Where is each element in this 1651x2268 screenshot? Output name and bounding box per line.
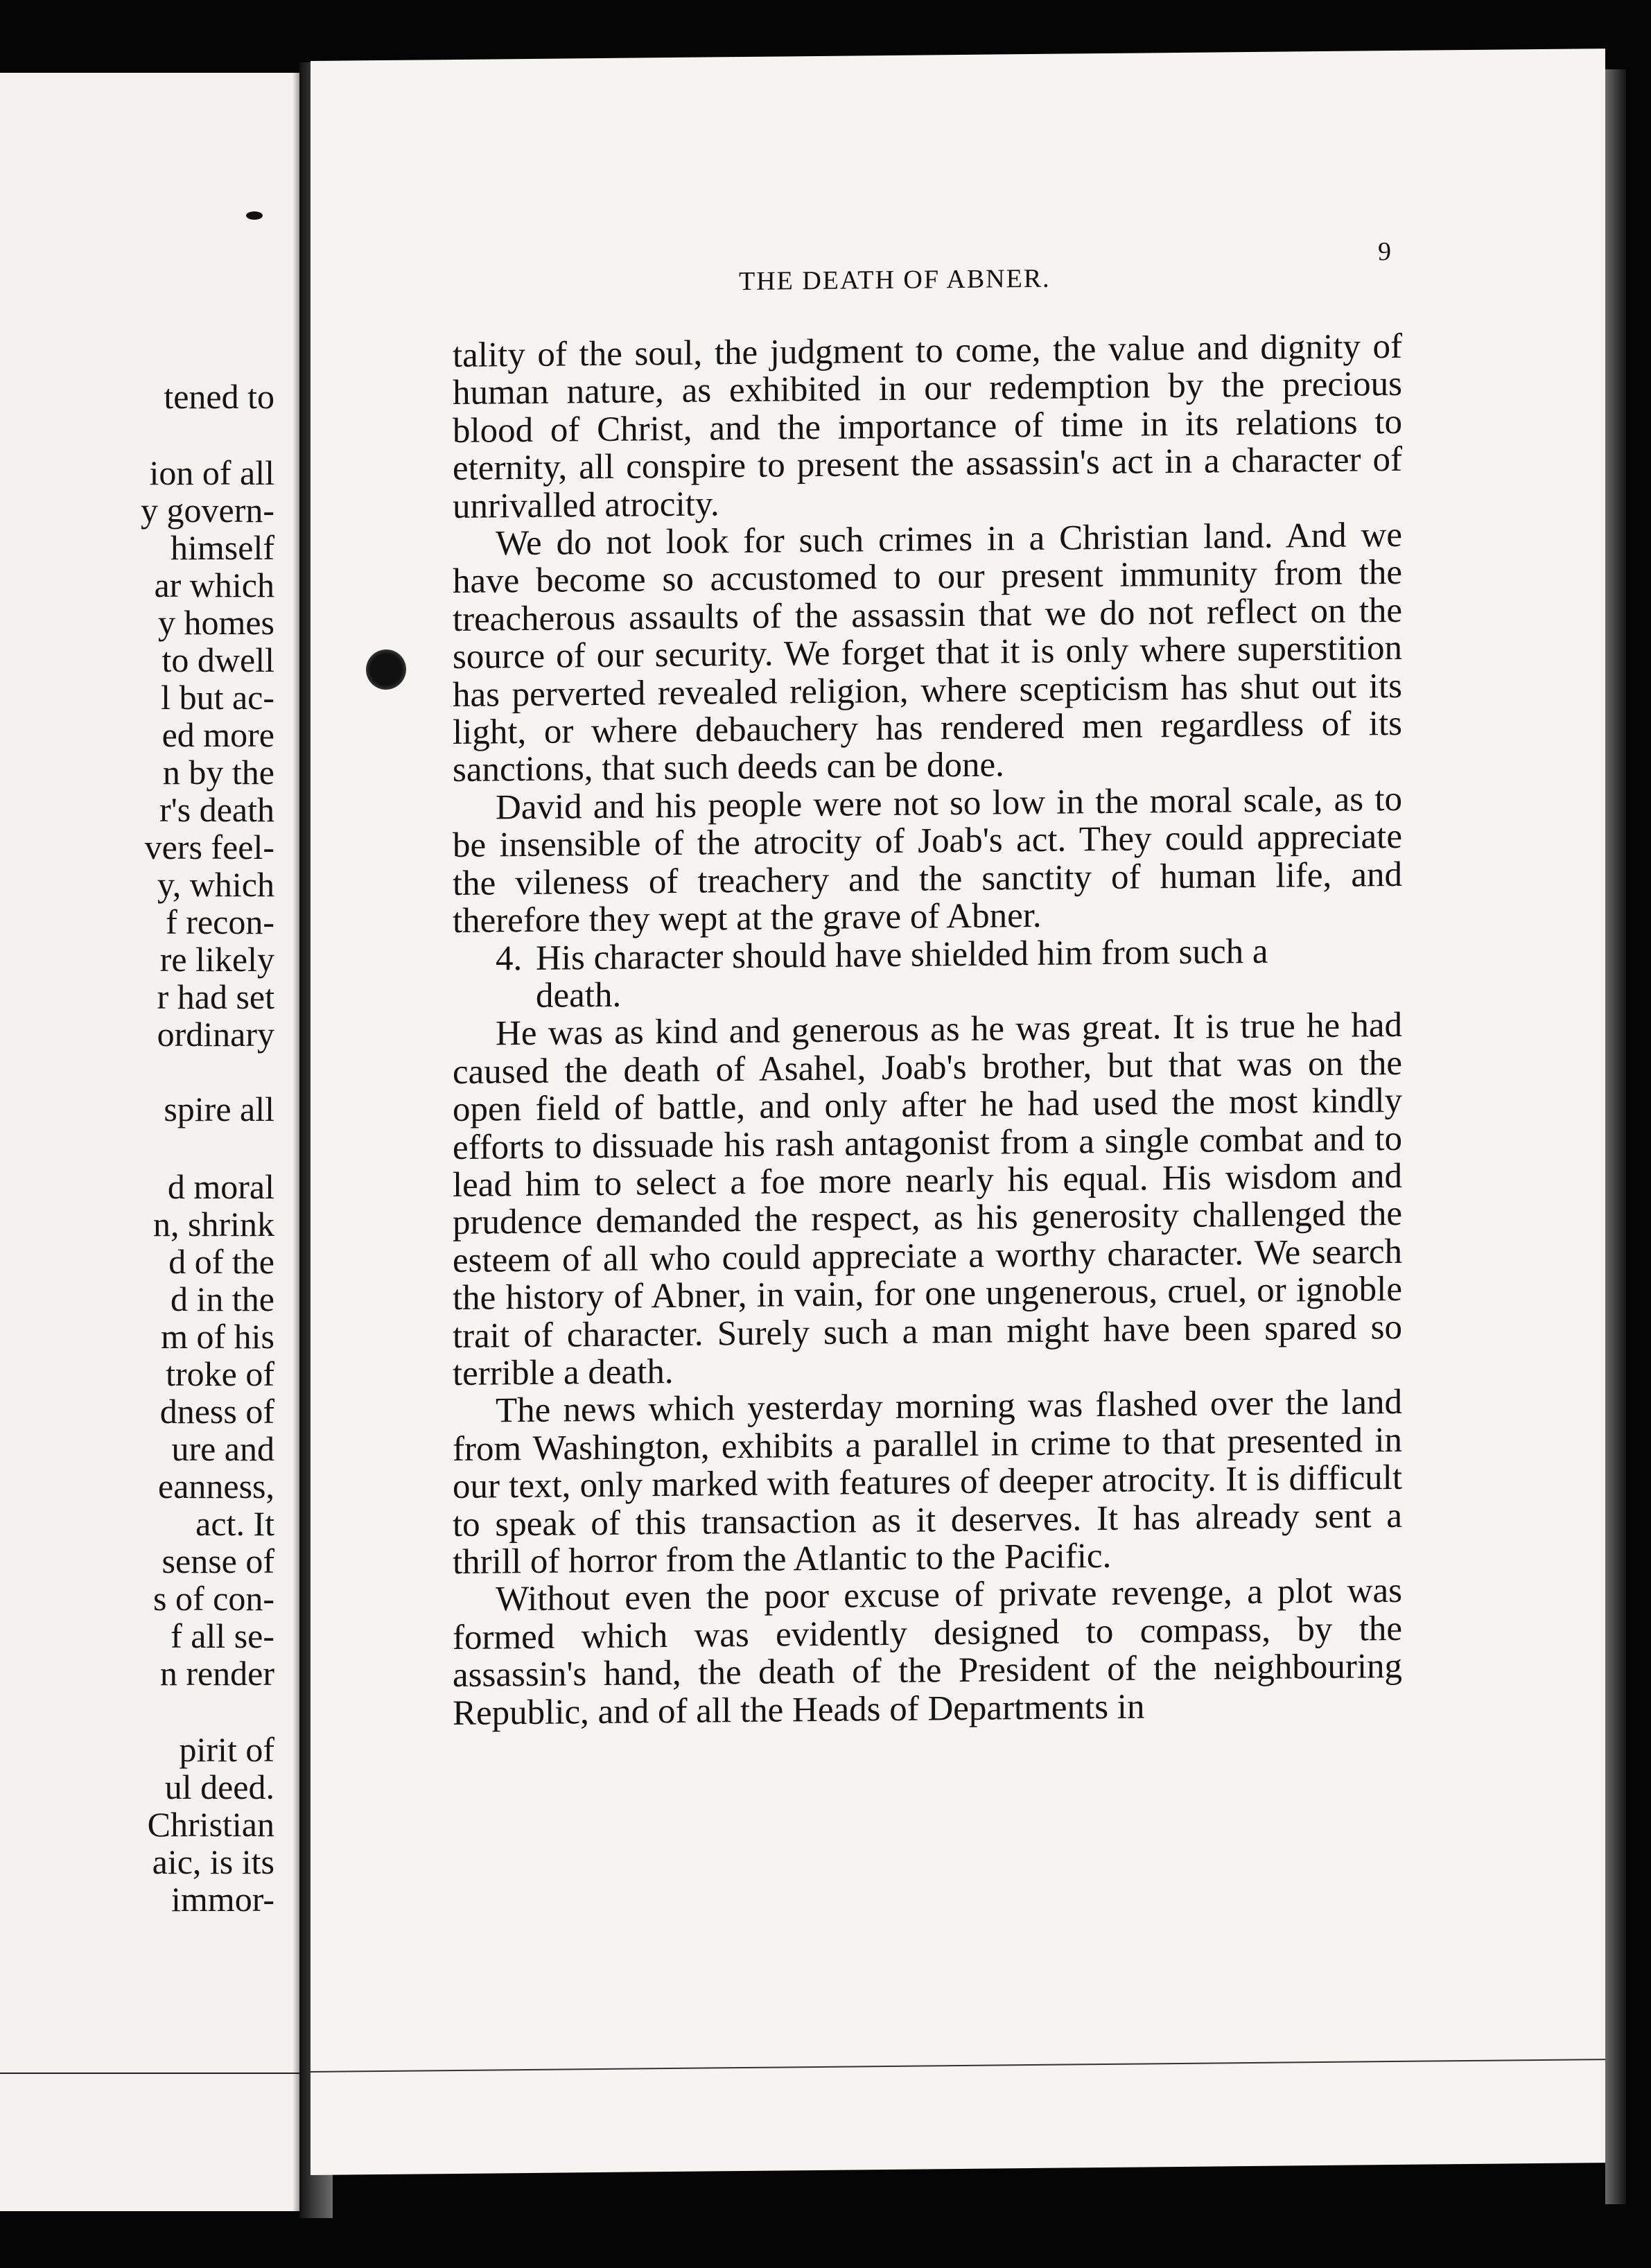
left-line: n by the — [162, 753, 274, 792]
left-line: ul deed. — [164, 1768, 274, 1806]
left-line: s of con- — [153, 1579, 274, 1618]
paragraph: We do not look for such crimes in a Christian land. And we have become so accustomed to our present immunity from the treacherous assaults of the assassin that we do not reflect on the source of our security. We forget that it is only where superstition has perverted revealed religion, where scepticism has shut out its light, or where debauchery has rendered men regardless of its sanctions, that such deeds can be done. — [453, 515, 1402, 790]
left-line: himself — [171, 528, 274, 567]
left-facing-page — [0, 73, 299, 2211]
running-head: THE DEATH OF ABNER. — [739, 263, 1051, 297]
right-page-rule — [311, 2059, 1605, 2073]
left-line: dness of — [159, 1392, 274, 1431]
paragraph: Without even the poor excuse of private revenge, a plot was formed which was evidently designed to compass, by the assassin's hand, the death of the President of the neighbouring Republic, and of all the Heads of Departments in — [453, 1571, 1402, 1733]
paragraph: tality of the soul, the judgment to come, the value and dignity of human nature, as exhibited in our redemption by the precious blood of Christ, and the importance of time in its relations to eternity, all conspire to present the assassin's act in a character of unrivalled atrocity. — [453, 326, 1402, 526]
left-line: f all se- — [171, 1616, 274, 1655]
left-line: r had set — [157, 977, 274, 1016]
left-line: y, which — [157, 865, 274, 904]
left-line: ion of all — [149, 453, 274, 492]
paragraph: David and his people were not so low in the moral scale, as to be insensible of the atrocity of Joab's act. They could appreciate the vileness of treachery and the sanctity of human life, and therefore they wept at the grave of Abner. — [453, 779, 1402, 941]
left-line: n render — [159, 1654, 274, 1693]
left-line: y govern- — [141, 491, 274, 530]
paragraph: He was as kind and generous as he was great. It is true he had caused the death of Asahel, Joab's brother, but that was on the open field of battle, and only after he had used the most kindly efforts to dissuade his rash antagonist from a single combat and to lead him to select a foe more nearly his equal. His wisdom and prudence demanded the respect, as his generosity challenged the esteem of all who could appreciate a worthy character. We search the history of Abner, in vain, for one ungenerous, cruel, or ignoble trait of character. Surely such a man might have been spared so terrible a death. — [453, 1006, 1402, 1394]
left-line: ordinary — [157, 1015, 274, 1054]
left-line: act. It — [195, 1504, 274, 1543]
section-heading — [453, 931, 1402, 1015]
left-line: re likely — [159, 940, 274, 979]
left-line: ed more — [161, 715, 274, 754]
left-line: ar which — [154, 566, 274, 604]
section-heading-line1: His character should have shielded him from such a — [536, 932, 1268, 978]
left-line: sense of — [161, 1542, 274, 1580]
left-line: d moral — [167, 1167, 274, 1206]
body-text — [453, 328, 1402, 1732]
left-line: eanness, — [158, 1467, 274, 1506]
left-line: y homes — [157, 603, 274, 642]
paragraph: The news which yesterday morning was flashed over the land from Washington, exhibits a parallel in crime to that presented in our text, only marked with features of deeper atrocity. It is difficult to speak of this transaction as it deserves. It has already sent a thrill of horror from the Atlantic to the Pacific. — [453, 1383, 1402, 1582]
book-edge — [1605, 69, 1626, 2204]
left-line: ure and — [171, 1429, 274, 1468]
gutter-shadow — [292, 73, 299, 2211]
left-line: d of the — [168, 1242, 274, 1281]
ink-blot — [366, 649, 406, 690]
left-line: tened to — [164, 377, 274, 416]
left-line: troke of — [166, 1354, 274, 1393]
left-line: pirit of — [179, 1730, 274, 1769]
section-heading-line2: death. — [536, 975, 622, 1015]
ink-smudge — [246, 211, 263, 220]
page-number: 9 — [1378, 237, 1391, 267]
left-line: n, shrink — [153, 1205, 274, 1244]
left-line: vers feel- — [144, 828, 274, 866]
section-number: 4. — [496, 939, 523, 978]
left-line: d in the — [171, 1280, 274, 1318]
left-line: r's death — [159, 790, 274, 829]
left-line: aic, is its — [152, 1842, 274, 1881]
left-line: Christian — [147, 1805, 274, 1844]
left-line: spire all — [164, 1090, 274, 1128]
left-line: immor- — [171, 1880, 274, 1919]
right-page — [311, 49, 1605, 2175]
left-line: f recon- — [166, 902, 274, 941]
left-line: l but ac- — [161, 678, 274, 717]
left-line: to dwell — [161, 640, 274, 679]
left-page-rule — [0, 2073, 299, 2074]
left-line: m of his — [161, 1317, 274, 1356]
